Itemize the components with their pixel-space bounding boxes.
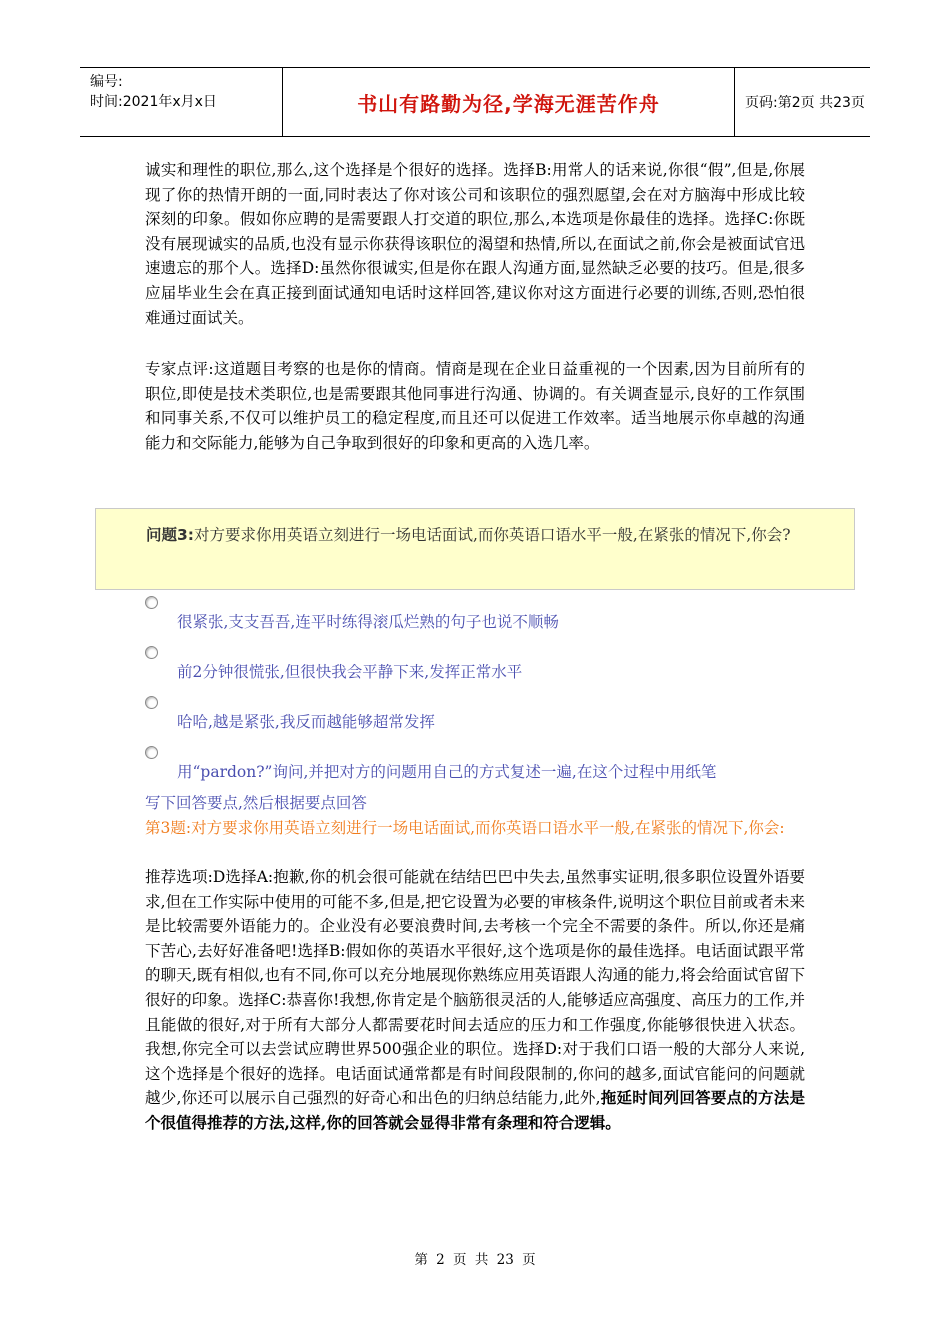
- radio-button[interactable]: [145, 596, 158, 609]
- answer-text: [145, 865, 805, 1136]
- radio-button[interactable]: [145, 646, 158, 659]
- question-box: [95, 508, 855, 590]
- option-d-continued: 写下回答要点,然后根据要点回答: [145, 794, 367, 812]
- question-label: 问题3:: [146, 526, 194, 544]
- header-page-cell: [735, 68, 870, 136]
- question-text: 对方要求你用英语立刻进行一场电话面试,而你英语口语水平一般,在紧张的情况下,你会?: [193, 526, 791, 544]
- option-text: 前2分钟很慌张,但很快我会平静下来,发挥正常水平: [177, 663, 523, 681]
- answer-body: 推荐选项:D选择A:抱歉,你的机会很可能就在结结巴巴中失去,虽然事实证明,很多职位设置外语要求,但在工作实际中使用的可能不多,但是,把它设置为必要的审核条件,说明这个职位目前或者未来是比较需要外语能力的。企业没有必要浪费时间,去考核一个完全不需要的条件。所以,你还是痛下苦心,去好好准备吧!选择B:假如你的英语水平很好,这个选项是你的最佳选择。电话面试跟平常的聊天,既有相似,也有不同,你可以充分地展现你熟练应用英语跟人沟通的能力,将会给面试官留下很好的印象。选择C:恭喜你!我想,你肯定是个脑筋很灵活的人,能够适应高强度、高压力的工作,并且能做的很好,对于所有大部分人都需要花时间去适应的压力和工作强度,你能够很快进入状态。我想,你完全可以去尝试应聘世界500强企业的职位。选择D:对于我们口语一般的大部分人来说,这个选择是个很好的选择。电话面试通常都是有时间段限制的,你问的越多,面试官能问的问题就越少,你还可以展示自己强烈的好奇心和出色的归纳总结能力,此外,: [145, 868, 805, 1108]
- time-label: 时间:2021年x月x日: [90, 94, 217, 110]
- header-motto-cell: [283, 68, 735, 136]
- answer-bold-conclusion: 拖延时间列回答要点的方法是个很值得推荐的方法,这样,你的回答就会显得非常有条理和符合逻辑。: [145, 1088, 805, 1132]
- answer-heading: 第3题:对方要求你用英语立刻进行一场电话面试,而你英语口语水平一般,在紧张的情况下,你会:: [145, 819, 785, 837]
- page-footer: 第 2 页 共 23 页: [414, 1252, 536, 1268]
- paragraph-options-analysis: 诚实和理性的职位,那么,这个选择是个很好的选择。选择B:用常人的话来说,你很“假”,但是,你展现了你的热情开朗的一面,同时表达了你对该公司和该职位的强烈愿望,会在对方脑海中形成比较深刻的印象。假如你应聘的是需要跟人打交道的职位,那么,本选项是你最佳的选择。选择C:你既没有展现诚实的品质,也没有显示你获得该职位的渴望和热情,所以,在面试之前,你会是被面试官迅速遗忘的那个人。选择D:虽然你很诚实,但是你在跟人沟通方面,显然缺乏必要的技巧。但是,很多应届毕业生会在真正接到面试通知电话时这样回答,建议你对这方面进行必要的训练,否则,恐怕很难通过面试关。: [145, 161, 805, 327]
- radio-button[interactable]: [145, 696, 158, 709]
- number-label: 编号:: [90, 74, 123, 90]
- header-meta: [80, 68, 283, 136]
- option-text: 哈哈,越是紧张,我反而越能够超常发挥: [177, 713, 435, 731]
- page-header: [80, 67, 870, 137]
- option-text: 很紧张,支支吾吾,连平时练得滚瓜烂熟的句子也说不顺畅: [177, 613, 559, 631]
- motto: 书山有路勤为径,学海无涯苦作舟: [357, 91, 660, 116]
- page-label: 页码:第2页 共23页: [745, 95, 865, 111]
- radio-button[interactable]: [145, 746, 158, 759]
- expert-comment: 专家点评:这道题目考察的也是你的情商。情商是现在企业日益重视的一个因素,因为目前所有的职位,即使是技术类职位,也是需要跟其他同事进行沟通、协调的。有关调查显示,良好的工作氛围和同事关系,不仅可以维护员工的稳定程度,而且还可以促进工作效率。适当地展示你卓越的沟通能力和交际能力,能够为自己争取到很好的印象和更高的入选几率。: [145, 360, 805, 452]
- option-text: 用“pardon?”询问,并把对方的问题用自己的方式复述一遍,在这个过程中用纸笔: [177, 763, 717, 781]
